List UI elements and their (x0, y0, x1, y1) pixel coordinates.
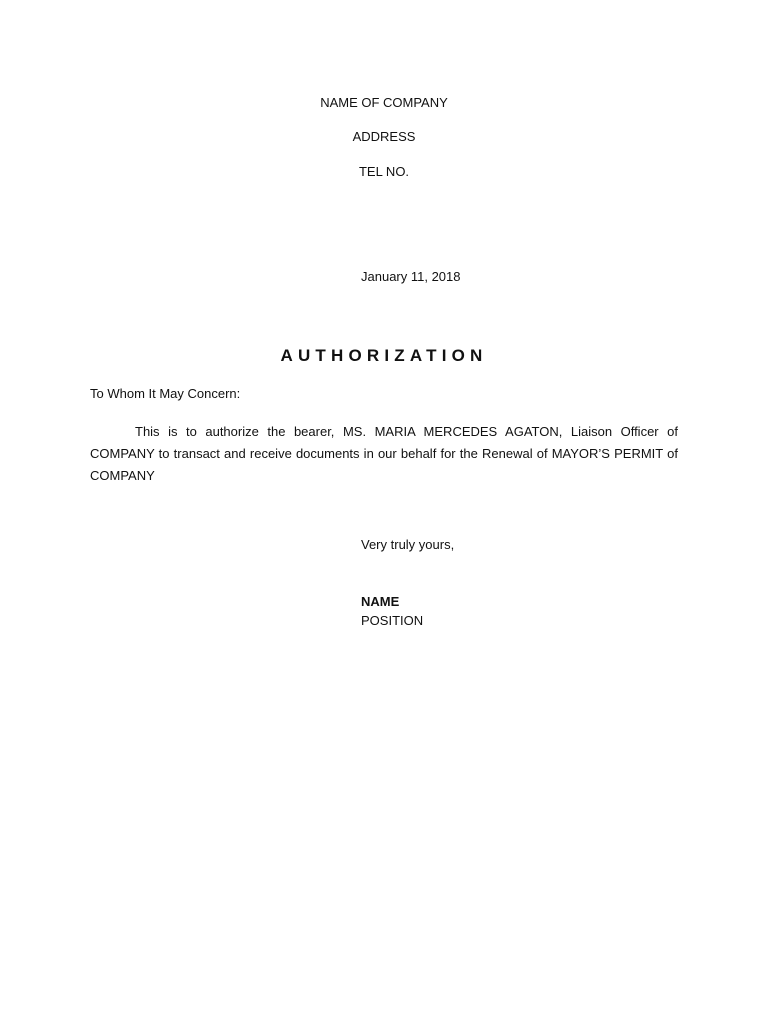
letterhead-address: ADDRESS (352, 129, 416, 144)
document-title: AUTHORIZATION (280, 346, 488, 365)
letterhead-tel: TEL NO. (358, 164, 410, 179)
body-paragraph: This is to authorize the bearer, MS. MARIA MERCEDES AGATON, Liaison Officer of COMPANY to transact and receive documents in our behalf for the Renewal of MAYOR’S PERMIT of COMPANY (90, 424, 678, 483)
signatory-position: POSITION (361, 613, 424, 628)
salutation: To Whom It May Concern: (90, 386, 241, 401)
closing: Very truly yours, (361, 537, 455, 552)
signatory-name: NAME (361, 594, 400, 609)
letterhead-company-name: NAME OF COMPANY (320, 95, 448, 110)
letter-date: January 11, 2018 (361, 269, 461, 284)
